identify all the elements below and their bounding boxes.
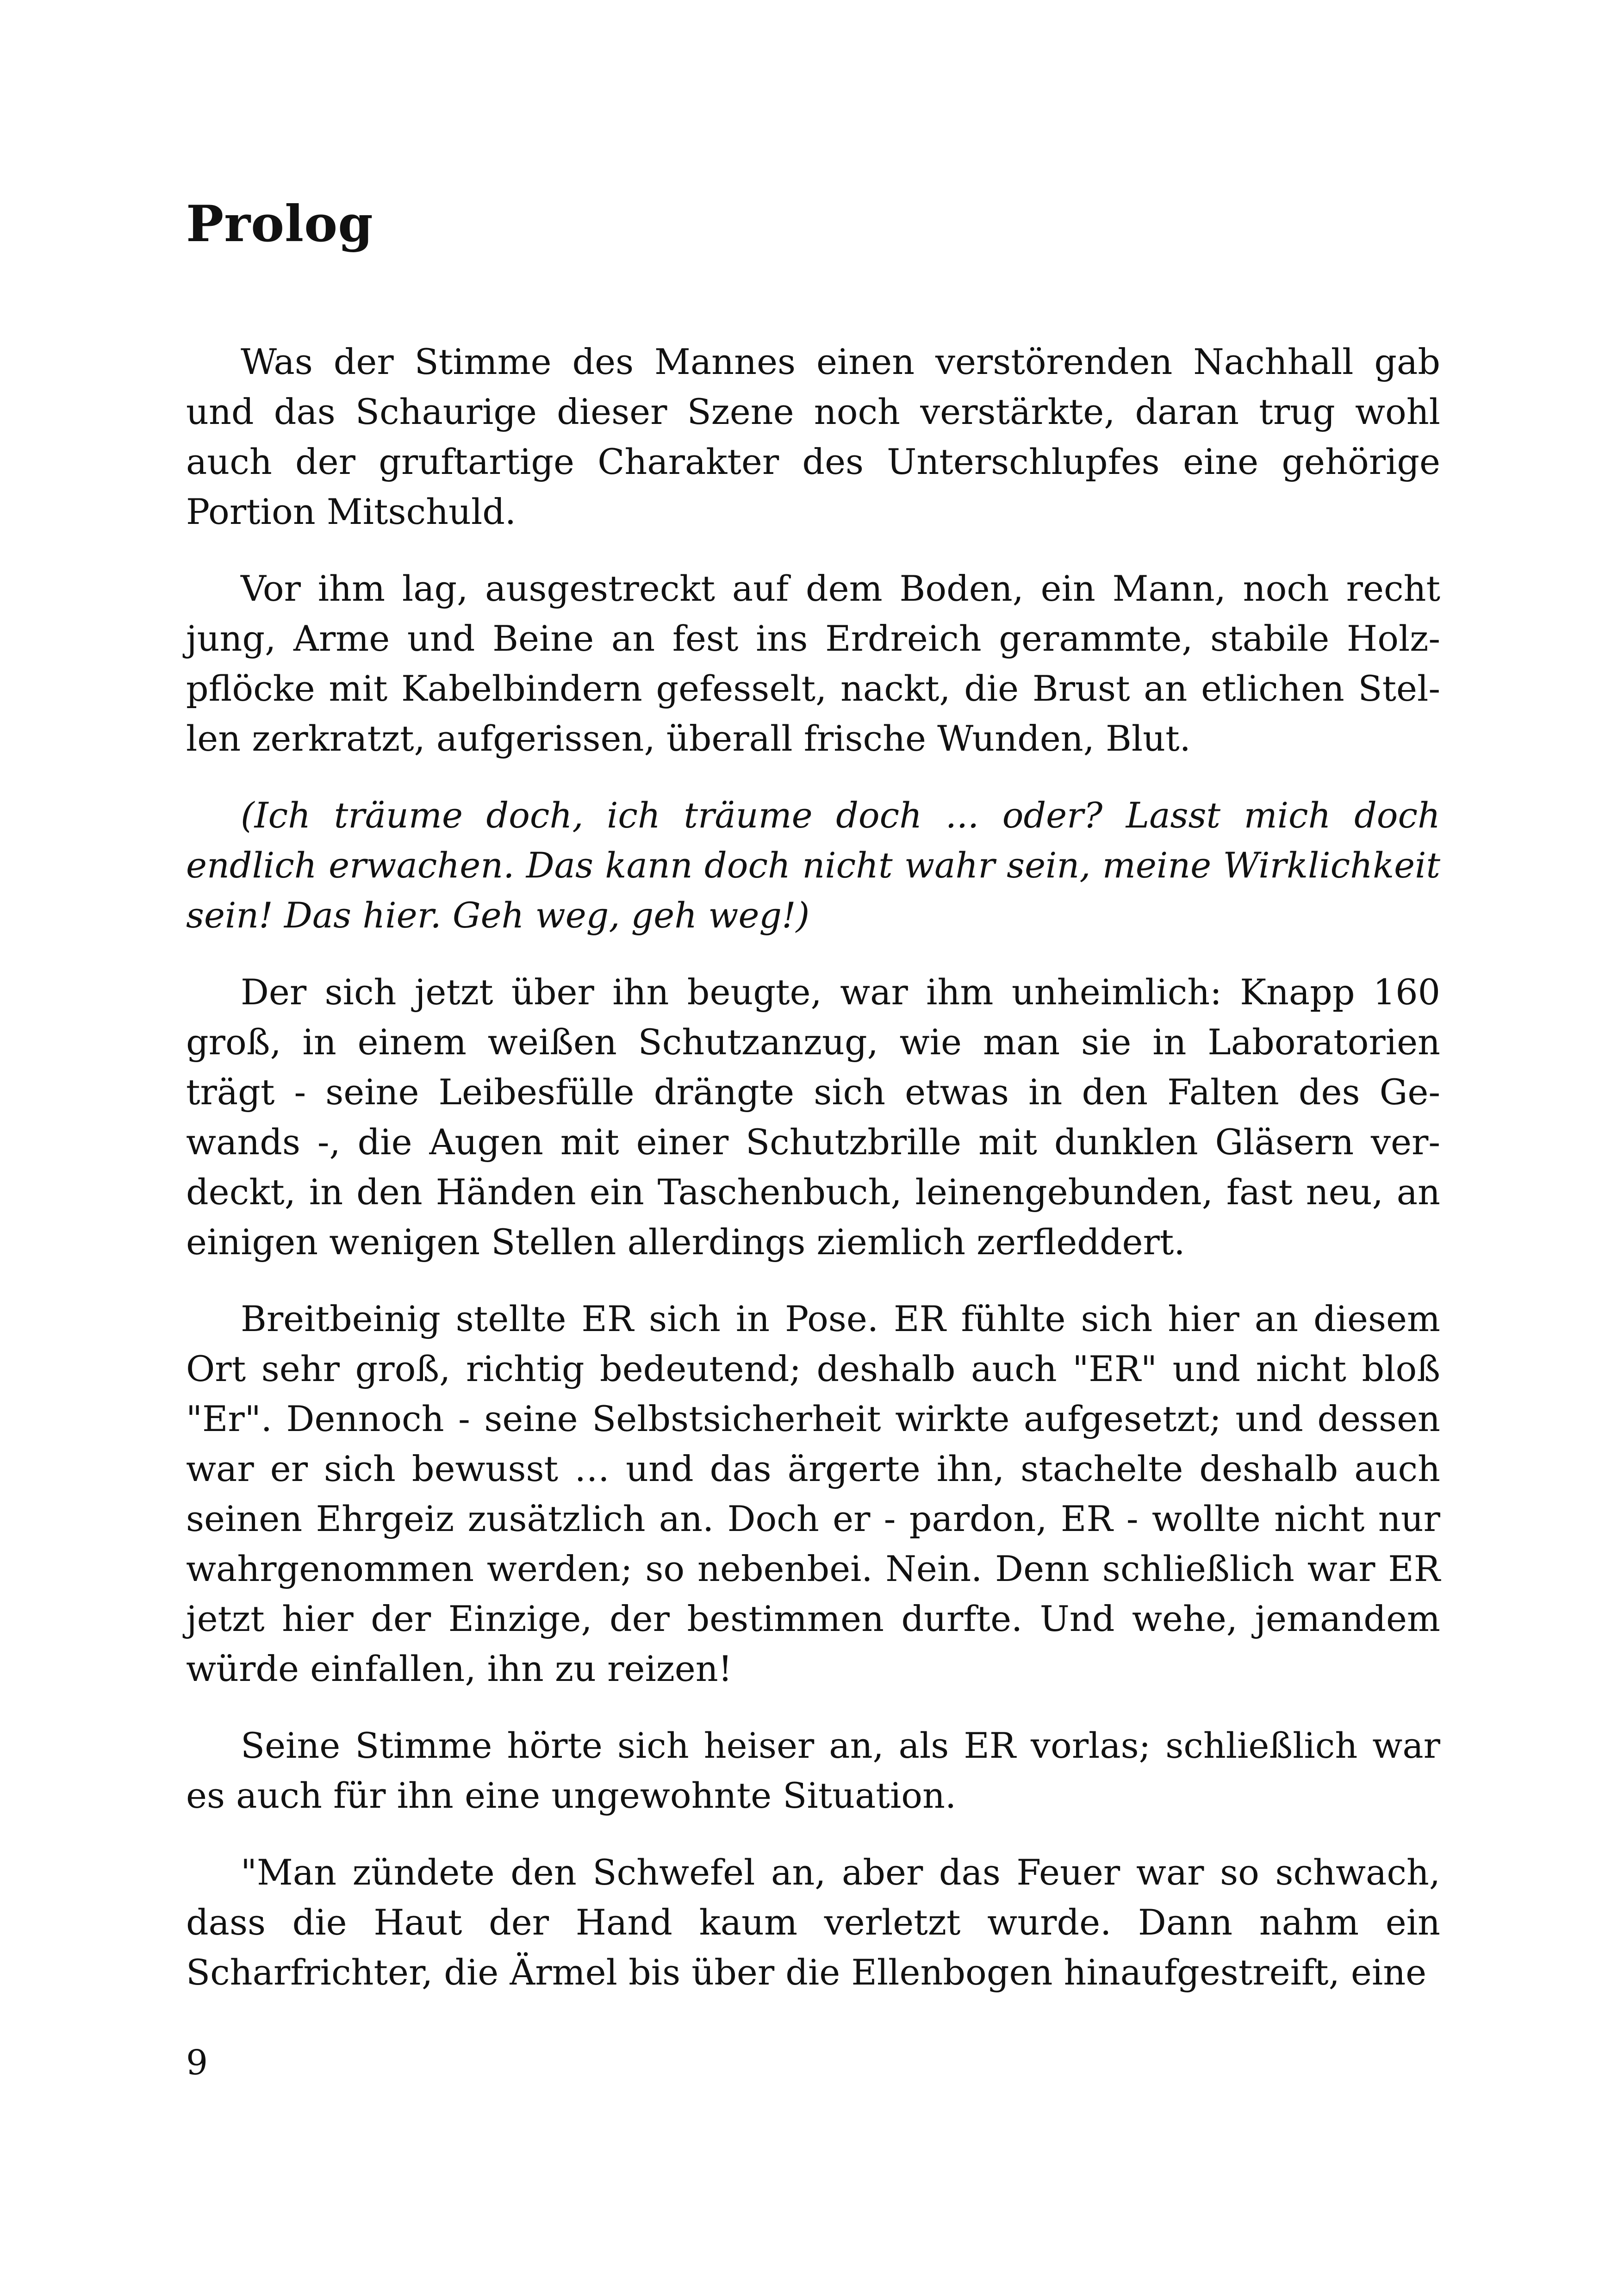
paragraph-3-italic-thought: (Ich träume doch, ich träume doch ... oder? Lasst mich doch endlich erwachen. Das kann doch nicht wahr sein, meine Wirklichkeit sein! Das hier. Geh weg, geh weg!) bbox=[186, 795, 1440, 936]
body-text bbox=[186, 337, 1440, 1997]
paragraph-1: Was der Stimme des Mannes einen verstörenden Nachhall gab und das Schaurige dieser Szene noch verstärkte, daran trug wohl auch der gruftartige Charakter des Unterschlupfes eine gehörige Portion Mitschuld. bbox=[186, 341, 1440, 532]
page-number: 9 bbox=[186, 2043, 208, 2083]
paragraph-5: Breitbeinig stellte ER sich in Pose. ER fühlte sich hier an diesem Ort sehr groß, richtig bedeutend; deshalb auch "ER" und nicht bloß "Er". Dennoch - seine Selbstsicherheit wirkte aufgesetzt; und dessen war er sich bewusst … und das ärgerte ihn, stachelte deshalb auch seinen Ehrgeiz zusätzlich an. Doch er - pardon, ER - wollte nicht nur wahrgenommen werden; so nebenbei. Nein. Denn schließlich war ER jetzt hier der Einzige, der bestimmen durfte. Und wehe, jemandem würde einfallen, ihn zu reizen! bbox=[186, 1298, 1440, 1689]
paragraph-6: Seine Stimme hörte sich heiser an, als ER vorlas; schließlich war es auch für ihn eine ungewohnte Situation. bbox=[186, 1725, 1440, 1816]
paragraph-4: Der sich jetzt über ihn beugte, war ihm unheimlich: Knapp 160 groß, in einem weißen Schutzanzug, wie man sie in Laboratorien trägt - seine Leibesfülle drängte sich etwas in den Falten des Gewands -, die Augen mit einer Schutzbrille mit dunklen Gläsern verdeckt, in den Händen ein Taschenbuch, leinengebunden, fast neu, an einigen wenigen Stellen allerdings ziemlich zerfleddert. bbox=[186, 971, 1440, 1263]
chapter-heading: Prolog bbox=[186, 195, 373, 253]
paragraph-2: Vor ihm lag, ausgestreckt auf dem Boden, ein Mann, noch recht jung, Arme und Beine an fest ins Erdreich gerammte, stabile Holzpflöcke mit Kabelbindern gefesselt, nackt, die Brust an etlichen Stellen zerkratzt, aufgerissen, überall frische Wunden, Blut. bbox=[186, 568, 1440, 759]
paragraph-7: "Man zündete den Schwefel an, aber das Feuer war so schwach, dass die Haut der Hand kaum verletzt wurde. Dann nahm ein Scharfrichter, die Ärmel bis über die Ellenbogen hinaufgestreift, eine bbox=[186, 1852, 1440, 1993]
